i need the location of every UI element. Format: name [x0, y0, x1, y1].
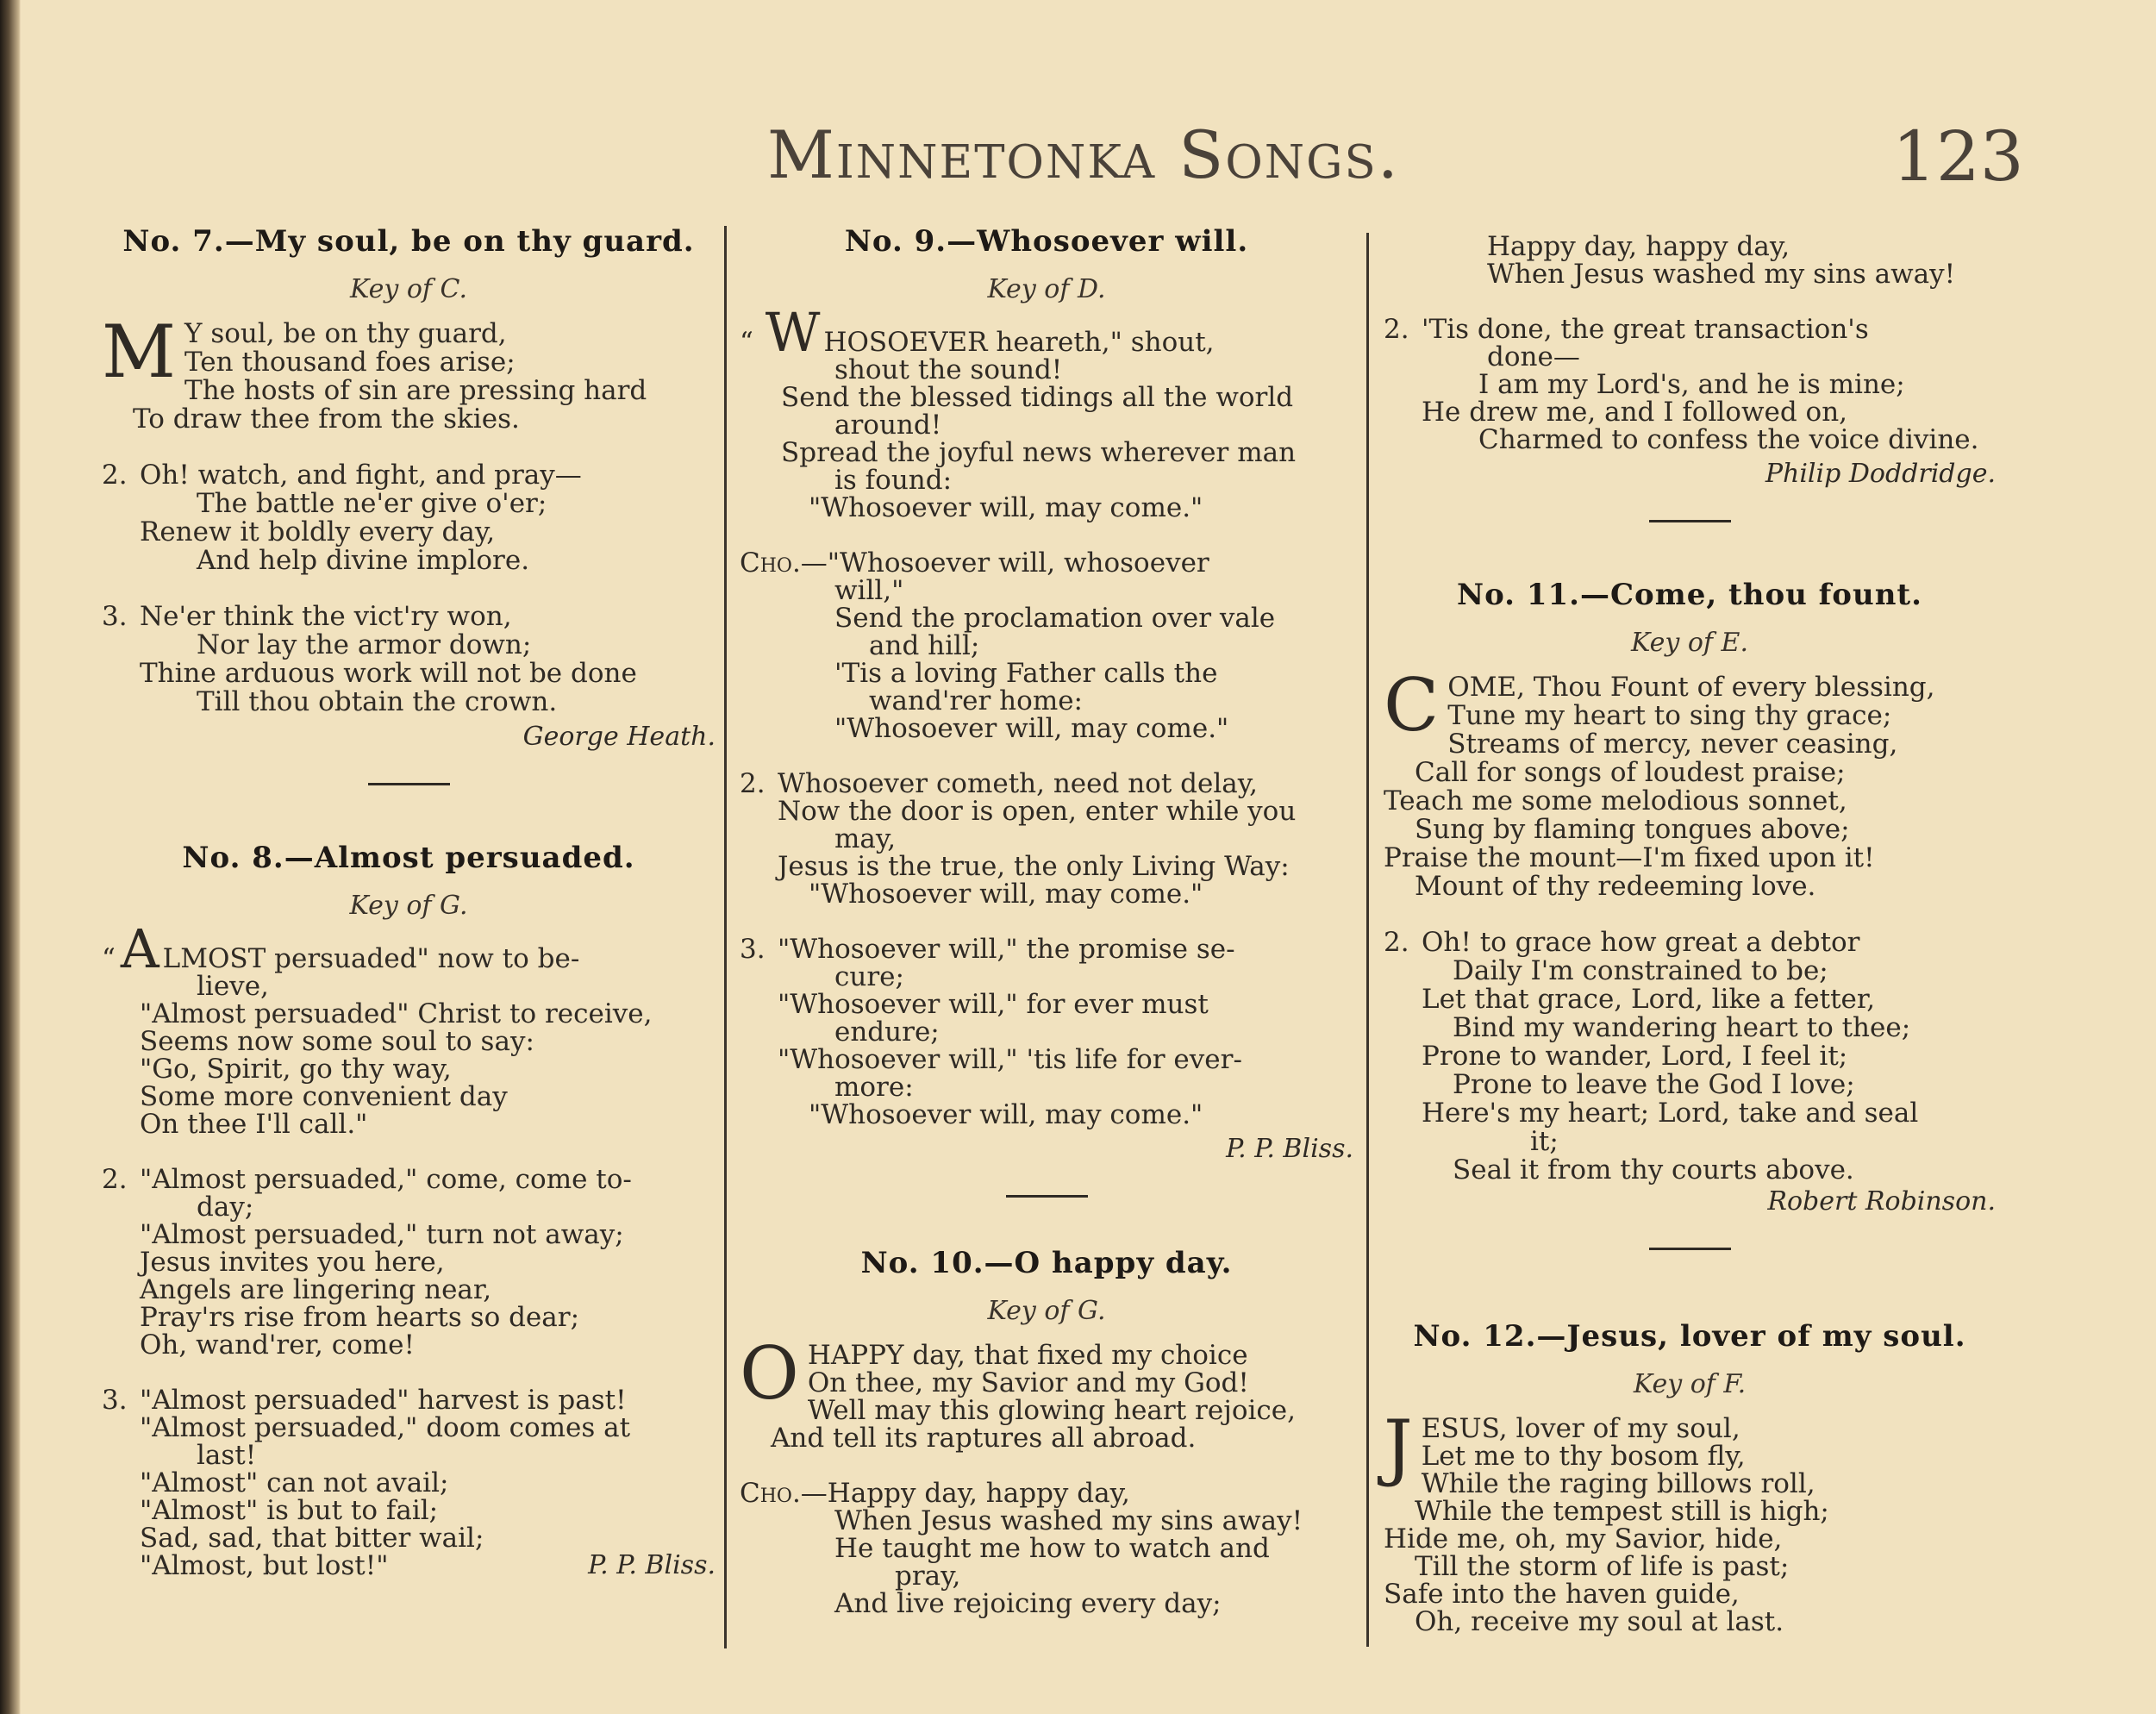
song-heading: No. 7.—My soul, be on thy guard. — [122, 224, 695, 259]
verse-line: Sad, sad, that bitter wail; — [140, 1523, 484, 1554]
verse-line: Prone to wander, Lord, I feel it; — [1422, 1041, 1848, 1072]
verse-line: Seal it from thy courts above. — [1453, 1154, 1854, 1185]
verse-line: Here's my heart; Lord, take and seal — [1422, 1098, 1919, 1129]
verse-line: "Whosoever will, may come." — [809, 1099, 1203, 1130]
verse-line: "Almost, but lost!" — [140, 1550, 389, 1581]
verse-line: Praise the mount—I'm fixed upon it! — [1384, 842, 1875, 873]
verse-line: On thee, my Savior and my God! — [807, 1367, 1249, 1398]
verse-1 — [1384, 1404, 1996, 1637]
verse-line: When Jesus washed my sins away! — [1487, 259, 1956, 290]
verse-2 — [102, 461, 716, 575]
verse-3 — [102, 1386, 716, 1580]
verse-line: 'Tis a loving Father calls the — [834, 658, 1218, 689]
section-divider — [1649, 1248, 1731, 1250]
song-author: Philip Doddridge. — [1765, 459, 1996, 489]
verse-line: Mount of thy redeeming love. — [1415, 871, 1816, 902]
verse-number: 2. — [102, 1164, 128, 1195]
verse-number: 2. — [740, 768, 766, 799]
verse-line: Bind my wandering heart to thee; — [1453, 1012, 1911, 1043]
verse-line: Let that grace, Lord, like a fetter, — [1422, 984, 1876, 1015]
verse-line: I am my Lord's, and he is mine; — [1478, 369, 1905, 400]
verse-line: Nor lay the armor down; — [197, 629, 532, 660]
verse-line: He taught me how to watch and — [834, 1533, 1270, 1564]
column-rule-right — [1366, 233, 1369, 1647]
verse-line: Happy day, happy day, — [1487, 231, 1790, 262]
column-1 — [102, 224, 716, 1580]
verse-line: And live rejoicing every day; — [834, 1588, 1222, 1619]
drop-cap: J — [1384, 1404, 1413, 1489]
verse-line: it; — [1530, 1126, 1559, 1157]
verse-line: Oh, receive my soul at last. — [1415, 1606, 1784, 1637]
verse-line: shout the sound! — [834, 354, 1063, 385]
song-heading: No. 12.—Jesus, lover of my soul. — [1413, 1319, 1966, 1354]
page-header — [0, 116, 2156, 203]
column-rule-left — [724, 226, 727, 1648]
verse-line: "Almost persuaded" harvest is past! — [140, 1385, 627, 1416]
verse-line: While the raging billows roll, — [1421, 1468, 1815, 1499]
verse-line: Ten thousand foes arise; — [184, 347, 516, 378]
verse-line: And help divine implore. — [197, 545, 530, 576]
verse-line: Happy day, happy day, — [827, 1478, 1130, 1509]
verse-line: Renew it boldly every day, — [140, 516, 496, 547]
verse-line: Send the proclamation over vale — [834, 603, 1276, 634]
verse-3 — [740, 935, 1353, 1129]
verse-line: Send the blessed tidings all the world — [781, 382, 1294, 413]
verse-line: "Almost persuaded" Christ to receive, — [140, 998, 653, 1029]
verse-line: will," — [834, 575, 904, 606]
verse-line: and hill; — [869, 630, 980, 661]
verse-line: Hide me, oh, my Savior, hide, — [1384, 1523, 1783, 1554]
song-10-continued — [1384, 233, 1996, 489]
verse-number: 3. — [102, 1385, 128, 1416]
verse-line: "Whosoever will, whosoever — [827, 547, 1209, 579]
verse-number: 3. — [102, 601, 128, 632]
verse-line: Safe into the haven guide, — [1384, 1579, 1740, 1610]
verse-line: "Whosoever will, may come." — [834, 713, 1229, 744]
song-7 — [102, 224, 716, 752]
verse-line: The hosts of sin are pressing hard — [184, 375, 647, 406]
song-key: Key of G. — [349, 891, 468, 921]
verse-line: He drew me, and I followed on, — [1422, 397, 1848, 428]
song-author: P. P. Bliss. — [1226, 1134, 1353, 1164]
chorus — [740, 1479, 1353, 1617]
song-author: P. P. Bliss. — [588, 1550, 716, 1580]
verse-line: Whosoever cometh, need not delay, — [778, 768, 1258, 799]
chorus — [740, 549, 1353, 742]
verse-line: The battle ne'er give o'er; — [197, 488, 547, 519]
verse-line: day; — [197, 1192, 254, 1223]
verse-line: pray, — [895, 1561, 961, 1592]
verse-line: Call for songs of loudest praise; — [1415, 757, 1846, 788]
verse-line: "Go, Spirit, go thy way, — [140, 1054, 452, 1085]
verse-line: Seems now some soul to say: — [140, 1026, 534, 1057]
song-author: Robert Robinson. — [1767, 1186, 1996, 1217]
section-divider — [368, 783, 450, 785]
verse-line: endure; — [834, 1017, 940, 1048]
verse-line: HAPPY day, that fixed my choice — [807, 1340, 1248, 1371]
verse-number: 2. — [102, 460, 128, 491]
verse-2 — [1384, 316, 1996, 454]
verse-line: "Almost persuaded," doom comes at — [140, 1412, 631, 1443]
verse-2 — [740, 770, 1353, 908]
verse-line: LMOST persuaded" now to be- — [162, 943, 580, 974]
song-8 — [102, 841, 716, 1580]
verse-line: Jesus is the true, the only Living Way: — [778, 851, 1290, 882]
verse-line: Streams of mercy, never ceasing, — [1447, 729, 1898, 760]
verse-line: "Whosoever will," 'tis life for ever- — [778, 1044, 1242, 1075]
verse-line: Well may this glowing heart rejoice, — [807, 1395, 1296, 1426]
running-title: Minnetonka Songs. — [767, 116, 1400, 193]
verse-line: Prone to leave the God I love; — [1453, 1069, 1855, 1100]
book-spine-shadow — [0, 0, 21, 1714]
verse-line: Till the storm of life is past; — [1415, 1551, 1790, 1582]
drop-cap: O — [740, 1331, 799, 1416]
verse-line: "Almost" can not avail; — [140, 1467, 449, 1498]
verse-line: Some more convenient day — [140, 1081, 508, 1112]
song-heading: No. 8.—Almost persuaded. — [182, 841, 635, 875]
verse-line: OME, Thou Fount of every blessing, — [1447, 672, 1935, 703]
song-key: Key of G. — [987, 1296, 1106, 1326]
verse-line: is found: — [834, 465, 953, 496]
verse-line: To draw thee from the skies. — [133, 403, 520, 435]
verse-line: On thee I'll call." — [140, 1109, 368, 1140]
verse-line: Thine arduous work will not be done — [140, 658, 637, 689]
verse-line: ESUS, lover of my soul, — [1421, 1413, 1740, 1444]
verse-line: "Whosoever will," for ever must — [778, 989, 1209, 1020]
page-number: 123 — [1892, 116, 2024, 197]
drop-cap: M — [102, 310, 177, 394]
song-12 — [1384, 1319, 1996, 1636]
verse-number: 2. — [1384, 314, 1409, 345]
verse-1: “A LMOST persuaded" now to be- lieve, "Almost persuaded" Christ to receive, Seems now some soul to say: "Go, Spirit, go thy way, Some more convenient day On thee I'll call." — [102, 936, 716, 1138]
song-11 — [1384, 578, 1996, 1217]
verse-line: Angels are lingering near, — [140, 1274, 492, 1305]
verse-line: wand'rer home: — [869, 685, 1083, 716]
verse-line: Now the door is open, enter while you — [778, 796, 1297, 827]
verse-line: "Almost" is but to fail; — [140, 1495, 439, 1526]
verse-line: may, — [834, 823, 897, 854]
verse-line: "Whosoever will," the promise se- — [778, 934, 1235, 965]
verse-line: Oh! watch, and fight, and pray— — [140, 460, 582, 491]
verse-line: And tell its raptures all abroad. — [771, 1423, 1197, 1454]
verse-line: Daily I'm constrained to be; — [1453, 955, 1828, 986]
chorus-label: Cho.— — [740, 1478, 828, 1509]
song-key: Key of E. — [1631, 628, 1748, 658]
song-key: Key of D. — [987, 274, 1106, 304]
drop-cap: A — [120, 917, 159, 980]
verse-line: more: — [834, 1072, 914, 1103]
verse-line: lieve, — [197, 971, 269, 1002]
verse-line: HOSOEVER heareth," shout, — [823, 327, 1215, 358]
song-key: Key of F. — [1633, 1369, 1747, 1399]
chorus-continued — [1384, 233, 1996, 288]
verse-line: Y soul, be on thy guard, — [184, 318, 507, 349]
verse-line: Sung by flaming tongues above; — [1415, 814, 1850, 845]
verse-line: Let me to thy bosom fly, — [1421, 1441, 1746, 1472]
verse-2 — [1384, 929, 1996, 1185]
verse-line: When Jesus washed my sins away! — [834, 1505, 1303, 1536]
verse-line: Ne'er think the vict'ry won, — [140, 601, 512, 632]
song-key: Key of C. — [350, 274, 467, 304]
verse-line: done— — [1487, 341, 1580, 372]
column-2 — [740, 224, 1353, 1617]
song-author: George Heath. — [522, 722, 716, 752]
verse-line: "Almost persuaded," come, come to- — [140, 1164, 632, 1195]
verse-3 — [102, 603, 716, 716]
verse-line: Charmed to confess the voice divine. — [1478, 424, 1979, 455]
verse-2 — [102, 1166, 716, 1359]
verse-line: Tune my heart to sing thy grace; — [1447, 700, 1892, 731]
song-heading: No. 10.—O happy day. — [860, 1246, 1233, 1280]
verse-line: Jesus invites you here, — [140, 1247, 445, 1278]
column-3 — [1384, 233, 1996, 1636]
verse-line: last! — [197, 1440, 257, 1471]
verse-line: Spread the joyful news wherever man — [781, 437, 1297, 468]
song-10 — [740, 1246, 1353, 1617]
song-heading: No. 11.—Come, thou fount. — [1457, 578, 1922, 612]
verse-1 — [1384, 663, 1996, 902]
verse-line: "Almost persuaded," turn not away; — [140, 1219, 624, 1250]
verse-1 — [740, 1331, 1353, 1454]
verse-line: Oh! to grace how great a debtor — [1422, 927, 1860, 958]
verse-line: cure; — [834, 961, 904, 992]
drop-cap: C — [1384, 663, 1440, 748]
section-divider — [1649, 520, 1731, 522]
verse-line: "Whosoever will, may come." — [809, 492, 1203, 523]
verse-line: around! — [834, 410, 942, 441]
chorus-label: Cho.— — [740, 547, 828, 579]
verse-1 — [102, 310, 716, 435]
verse-line: Pray'rs rise from hearts so dear; — [140, 1302, 580, 1333]
verse-number: 2. — [1384, 927, 1409, 958]
verse-line: While the tempest still is high; — [1415, 1496, 1829, 1527]
drop-cap: W — [765, 301, 821, 364]
verse-line: "Whosoever will, may come." — [809, 879, 1203, 910]
verse-number: 3. — [740, 934, 766, 965]
song-9 — [740, 224, 1353, 1164]
verse-line: Teach me some melodious sonnet, — [1384, 785, 1847, 816]
verse-line: Till thou obtain the crown. — [197, 686, 558, 717]
verse-line: 'Tis done, the great transaction's — [1422, 314, 1869, 345]
verse-line: Oh, wand'rer, come! — [140, 1329, 415, 1361]
song-heading: No. 9.—Whosoever will. — [844, 224, 1249, 259]
verse-1: “ W HOSOEVER heareth," shout, shout the sound! Send the blessed tidings all the world around! Spread the joyful news wherever man is found: "Whosoever will, may come." — [740, 320, 1353, 522]
section-divider — [1006, 1195, 1088, 1198]
